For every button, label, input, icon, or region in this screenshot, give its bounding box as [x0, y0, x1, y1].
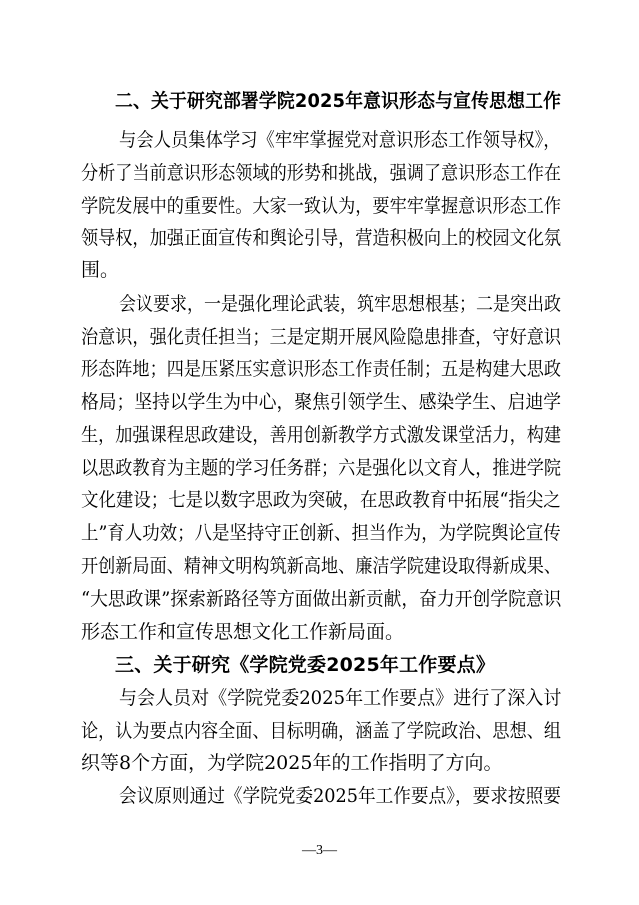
paragraph-line: 治意识，强化责任担当；三是定期开展风险隐患排查，守好意识: [81, 326, 562, 348]
paragraph-line: 形态阵地；四是压紧压实意识形态工作责任制；五是构建大思政: [81, 358, 562, 380]
paragraph-line: “大思政课”探索新路径等方面做出新贡献，奋力开创学院意识: [81, 588, 562, 610]
paragraph-line: 论，认为要点内容全面、目标明确，涵盖了学院政治、思想、组: [81, 720, 562, 742]
paragraph-line: 生，加强课程思政建设，善用创新教学方式激发课堂活力，构建: [81, 424, 562, 446]
paragraph-line: 织等8个方面，为学院2025年的工作指明了方向。: [81, 752, 503, 774]
paragraph-line: 文化建设；七是以数字思政为突破，在思政教育中拓展“指尖之: [81, 489, 561, 511]
page-number: —3—: [302, 843, 337, 858]
paragraph-line: 格局；坚持以学生为中心，聚焦引领学生、感染学生、启迪学: [81, 391, 562, 413]
paragraph-line: 围。: [81, 259, 120, 281]
paragraph-line: 以思政教育为主题的学习任务群；六是强化以文育人，推进学院: [81, 457, 562, 479]
section-heading: 三、关于研究《学院党委2025年工作要点》: [115, 654, 496, 676]
paragraph-line: 与会人员对《学院党委2025年工作要点》进行了深入讨: [119, 687, 562, 709]
paragraph-line: 形态工作和宣传思想文化工作新局面。: [81, 621, 405, 643]
section-heading: 二、关于研究部署学院2025年意识形态与宣传思想工作: [115, 90, 562, 112]
paragraph-line: 会议要求，一是强化理论武装，筑牢思想根基；二是突出政: [119, 293, 562, 315]
paragraph-line: 与会人员集体学习《牢牢掌握党对意识形态工作领导权》，: [119, 129, 561, 151]
paragraph-line: 会议原则通过《学院党委2025年工作要点》，要求按照要: [119, 785, 561, 807]
paragraph-line: 开创新局面、精神文明构筑新高地、廉洁学院建设取得新成果、: [81, 555, 562, 577]
paragraph-line: 上”育人功效；八是坚持守正创新、担当作为，为学院舆论宣传: [81, 522, 561, 544]
paragraph-line: 分析了当前意识形态领域的形势和挑战，强调了意识形态工作在: [81, 162, 562, 184]
paragraph-line: 学院发展中的重要性。大家一致认为，要牢牢掌握意识形态工作: [81, 195, 562, 217]
paragraph-line: 领导权，加强正面宣传和舆论引导，营造积极向上的校园文化氛: [81, 227, 562, 249]
